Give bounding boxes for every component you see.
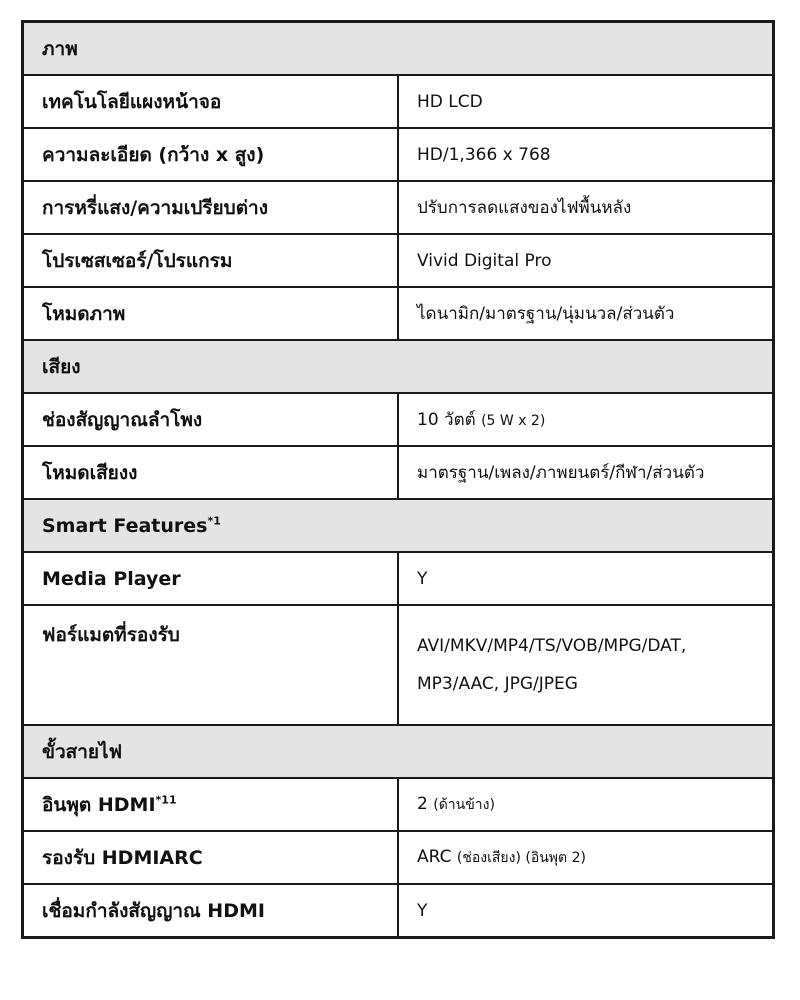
spec-value: Vivid Digital Pro (398, 234, 774, 287)
spec-label: การหรี่แสง/ความเปรียบต่าง (23, 181, 399, 234)
spec-label: โปรเซสเซอร์/โปรแกรม (23, 234, 399, 287)
spec-value: Y (398, 552, 774, 605)
spec-row (23, 128, 774, 181)
spec-label: เชื่อมกำลังสัญญาณ HDMI (23, 884, 399, 938)
spec-value (398, 778, 774, 831)
spec-value-main: 2 (417, 793, 428, 814)
footnote-marker: *11 (155, 793, 177, 807)
spec-value-line-2: MP3/AAC, JPG/JPEG (417, 674, 578, 694)
spec-row (23, 552, 774, 605)
spec-value: Y (398, 884, 774, 938)
spec-table (21, 20, 775, 939)
spec-row (23, 884, 774, 938)
spec-row (23, 181, 774, 234)
spec-value-main: ARC (417, 846, 452, 867)
section-header-sound (23, 340, 774, 393)
spec-value-note: (ด้านข้าง) (433, 796, 495, 813)
spec-row (23, 75, 774, 128)
spec-value-line-1: AVI/MKV/MP4/TS/VOB/MPG/DAT, (417, 636, 687, 656)
spec-label: ฟอร์แมตที่รองรับ (23, 605, 399, 725)
spec-value (398, 605, 774, 725)
spec-label: ความละเอียด (กว้าง x สูง) (23, 128, 399, 181)
spec-value (398, 831, 774, 884)
spec-label: โหมดภาพ (23, 287, 399, 340)
footnote-marker: *1 (207, 514, 221, 528)
spec-value: HD/1,366 x 768 (398, 128, 774, 181)
spec-label: รองรับ HDMIARC (23, 831, 399, 884)
spec-row (23, 393, 774, 446)
section-header-connectivity (23, 725, 774, 778)
spec-value (398, 393, 774, 446)
spec-row (23, 605, 774, 725)
spec-row (23, 287, 774, 340)
spec-label-text: อินพุต HDMI (42, 793, 156, 816)
section-title-text: Smart Features (42, 514, 208, 537)
spec-value: มาตรฐาน/เพลง/ภาพยนตร์/กีฬา/ส่วนตัว (398, 446, 774, 499)
section-header-smart-features (23, 499, 774, 552)
spec-label: ช่องสัญญาณลำโพง (23, 393, 399, 446)
section-title: ขั้วสายไฟ (23, 725, 774, 778)
spec-row (23, 234, 774, 287)
section-header-picture (23, 22, 774, 76)
section-title: เสียง (23, 340, 774, 393)
spec-row (23, 446, 774, 499)
section-title: ภาพ (23, 22, 774, 76)
spec-label: โหมดเสียงง (23, 446, 399, 499)
spec-label: Media Player (23, 552, 399, 605)
spec-value-main: 10 วัตต์ (417, 410, 476, 430)
spec-label (23, 778, 399, 831)
spec-value: HD LCD (398, 75, 774, 128)
spec-value-note: (5 W x 2) (481, 413, 546, 429)
spec-row (23, 778, 774, 831)
spec-value: ปรับการลดแสงของไฟพื้นหลัง (398, 181, 774, 234)
spec-value: ไดนามิก/มาตรฐาน/นุ่มนวล/ส่วนตัว (398, 287, 774, 340)
spec-label: เทคโนโลยีแผงหน้าจอ (23, 75, 399, 128)
spec-row (23, 831, 774, 884)
section-title (23, 499, 774, 552)
spec-value-note: (ช่องเสียง) (อินพุต 2) (456, 849, 586, 866)
